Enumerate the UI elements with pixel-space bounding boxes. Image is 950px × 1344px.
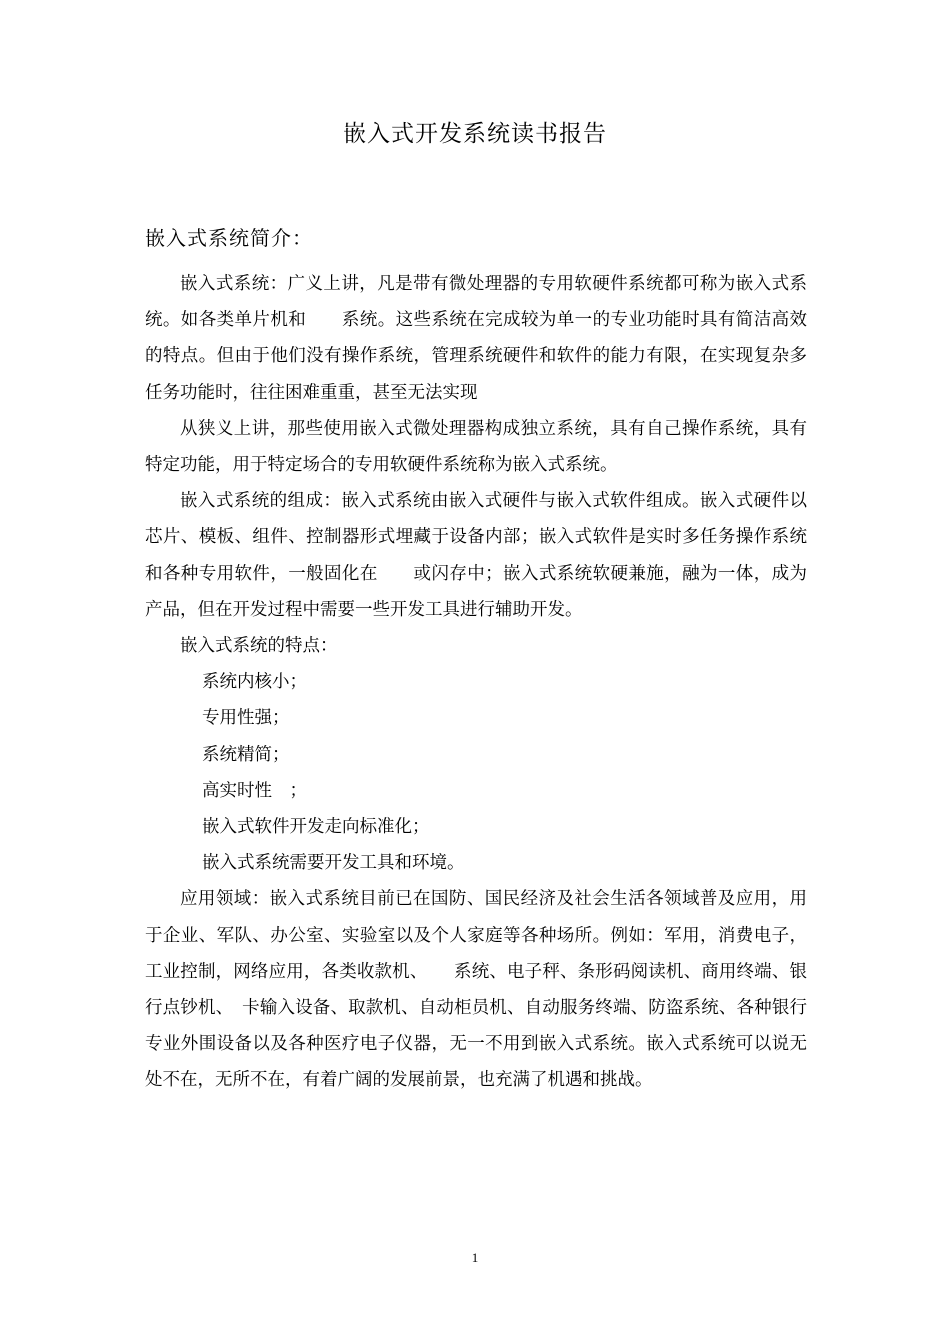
paragraph-applications: 应用领域：嵌入式系统目前已在国防、国民经济及社会生活各领域普及应用，用于企业、军队、办公室、实验室以及个人家庭等各种场所。例如：军用，消费电子，工业控制，网络应用，各类收款机、 系统、电子秤、条形码阅读机、商用终端、银行点钞机、 卡输入设备、取款机、自动柜员机、自动服务终端、防盗系统、各种银行专业外围设备以及各种医疗电子仪器，无一不用到嵌入式系统。嵌入式系统可以说无处不在，无所不在，有着广阔的发展前景，也充满了机遇和挑战。	[145, 889, 807, 1091]
feature-item: 系统内核小；	[202, 672, 307, 693]
document-body	[145, 266, 807, 1099]
feature-item: 高实时性 ；	[202, 780, 307, 801]
paragraph-composition: 嵌入式系统的组成：嵌入式系统由嵌入式硬件与嵌入式软件组成。嵌入式硬件以芯片、模板、组件、控制器形式埋藏于设备内部；嵌入式软件是实时多任务操作系统和各种专用软件，一般固化在 或闪存中；嵌入式系统软硬兼施，融为一体，成为产品，但在开发过程中需要一些开发工具进行辅助开发。	[145, 491, 807, 620]
page-number: 1	[471, 1250, 479, 1265]
paragraph-definition-narrow: 从狭义上讲，那些使用嵌入式微处理器构成独立系统，具有自己操作系统，具有特定功能，用于特定场合的专用软硬件系统称为嵌入式系统。	[145, 418, 807, 476]
document-title: 嵌入式开发系统读书报告	[343, 121, 607, 147]
feature-item: 专用性强；	[202, 708, 290, 729]
paragraph-features-intro: 嵌入式系统的特点：	[180, 636, 338, 657]
paragraph-definition-broad: 嵌入式系统：广义上讲，凡是带有微处理器的专用软硬件系统都可称为嵌入式系统。如各类单片机和 系统。这些系统在完成较为单一的专业功能时具有简洁高效的特点。但由于他们没有操作系统，管理系统硬件和软件的能力有限，在实现复杂多任务功能时，往往困难重重，甚至无法实现	[145, 274, 807, 403]
feature-item: 嵌入式软件开发走向标准化；	[202, 817, 430, 838]
feature-item: 系统精简；	[202, 744, 290, 765]
feature-item: 嵌入式系统需要开发工具和环境。	[202, 853, 465, 874]
section-heading: 嵌入式系统简介：	[145, 226, 313, 250]
